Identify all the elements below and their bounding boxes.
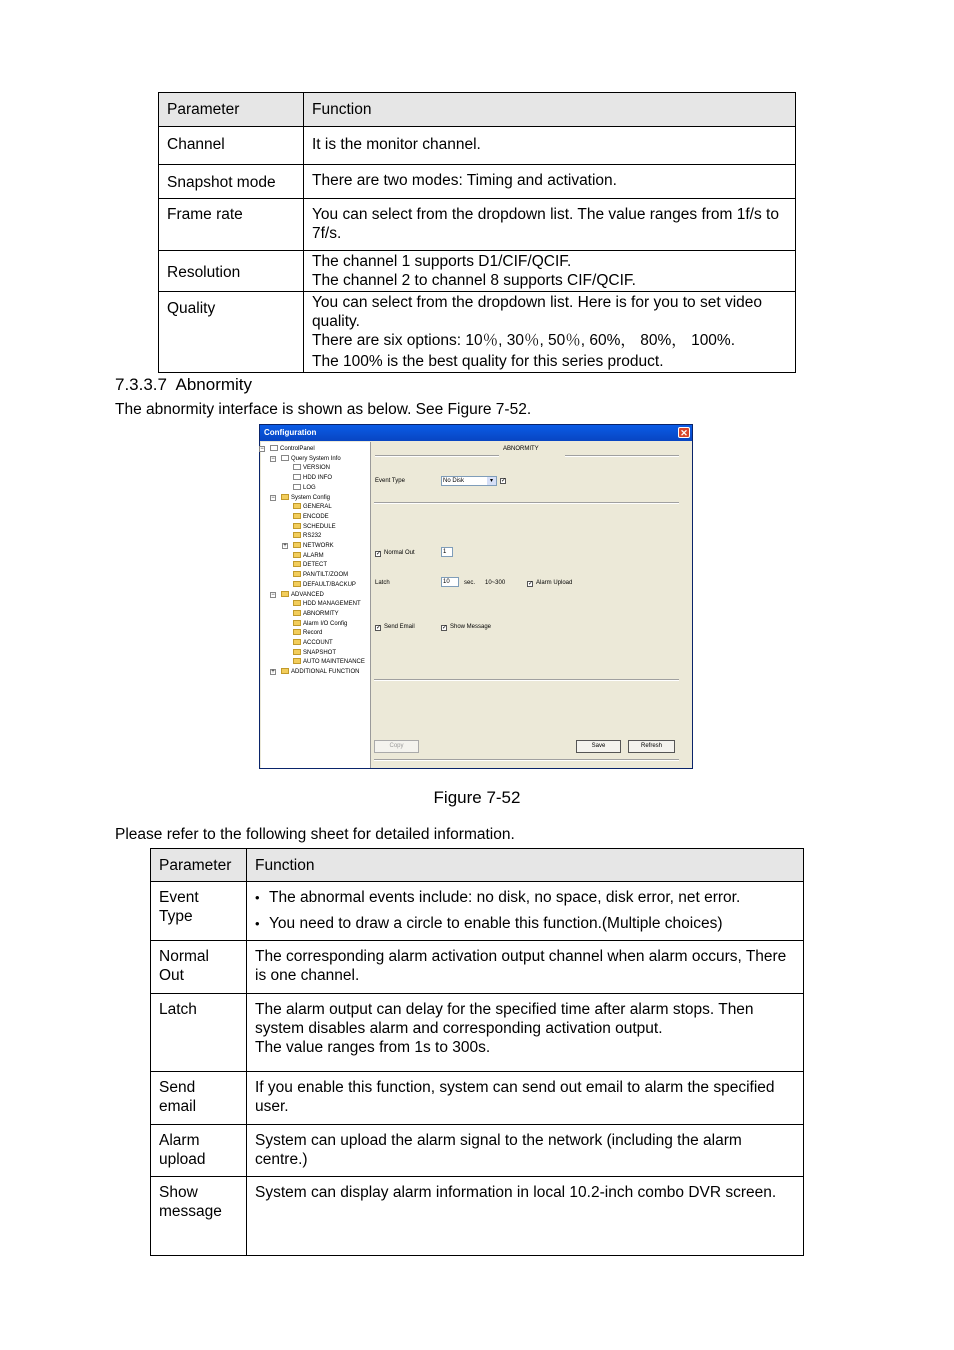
figure-caption: Figure 7-52	[433, 788, 521, 807]
folder-icon	[293, 581, 301, 587]
collapse-icon[interactable]: −	[271, 455, 275, 462]
parameter-table-snapshot	[158, 92, 796, 373]
page-icon	[293, 464, 301, 470]
tree-item-label: Alarm I/O Config	[303, 620, 348, 627]
tree-item[interactable]	[293, 542, 334, 550]
tree-item[interactable]	[293, 513, 329, 521]
param-cell: Snapshot mode	[159, 165, 304, 199]
send-email-row	[375, 623, 415, 631]
tree-item-label: ControlPanel	[280, 446, 315, 452]
param-cell	[151, 882, 247, 941]
tree-item-label: ADDITIONAL FUNCTION	[291, 669, 360, 676]
function-text: You can select from the dropdown list. The value ranges from 1f/s to 7f/s.	[312, 206, 779, 242]
function-cell	[304, 127, 796, 165]
param-text: Show	[159, 1184, 198, 1201]
panel-title: ABNORMITY	[503, 446, 539, 452]
table-header-parameter: Parameter	[159, 93, 304, 127]
table-row	[159, 127, 796, 165]
tree-item[interactable]	[293, 464, 330, 472]
function-cell	[247, 1177, 804, 1256]
function-text: There are two modes: Timing and activation.	[312, 172, 617, 189]
tree-item[interactable]	[293, 629, 322, 637]
tree-item[interactable]	[293, 484, 316, 492]
function-text: The channel 2 to channel 8 supports CIF/QCIF.	[312, 272, 636, 289]
param-text: Type	[159, 908, 193, 925]
event-type-enable-checkbox[interactable]: ✓	[501, 478, 507, 484]
page-icon	[293, 484, 301, 490]
tree-item-label: AUTO MAINTENANCE	[303, 659, 365, 666]
tree-item-label: Query System Info	[291, 455, 341, 462]
param-text: Normal	[159, 948, 209, 965]
refresh-button[interactable]: Refresh	[628, 740, 675, 753]
page-icon	[270, 445, 278, 451]
folder-icon	[293, 658, 301, 664]
tree-item[interactable]	[293, 649, 336, 657]
folder-icon	[293, 610, 301, 616]
function-text: The 100% is the best quality for this series product.	[312, 353, 664, 370]
send-email-label: Send Email	[384, 624, 415, 630]
tree-item-label: SNAPSHOT	[303, 649, 337, 656]
function-cell	[247, 882, 804, 941]
expand-icon[interactable]: +	[283, 543, 287, 549]
latch-label: Latch	[375, 580, 390, 586]
tree-item-label: ADVANCED	[291, 591, 324, 598]
tree-item[interactable]	[270, 445, 315, 453]
function-text: If you enable this function, system can send out email to alarm the specified user.	[255, 1079, 775, 1115]
tree-item-label: DEFAULT/BACKUP	[303, 581, 356, 588]
param-text: upload	[159, 1151, 206, 1168]
folder-icon	[281, 494, 289, 500]
config-tree	[261, 442, 371, 768]
show-message-row	[441, 623, 491, 631]
function-cell	[247, 1125, 804, 1177]
function-text: The value ranges from 1s to 300s.	[255, 1039, 491, 1056]
function-text: It is the monitor channel.	[312, 136, 481, 153]
tree-item[interactable]	[293, 503, 332, 511]
latch-input[interactable]: 10	[441, 577, 459, 587]
folder-icon	[293, 513, 301, 519]
function-text: There are six options: 10％, 30％, 50％, 60%， 80%， 100%.	[312, 332, 736, 349]
show-message-checkbox[interactable]: ✓	[442, 625, 448, 631]
folder-icon	[293, 639, 301, 645]
function-cell	[304, 165, 796, 199]
tree-item-label: LOG	[303, 484, 316, 491]
page-icon	[293, 474, 301, 480]
param-text: Send	[159, 1079, 196, 1096]
param-cell: Resolution	[159, 251, 304, 292]
tree-item[interactable]	[293, 571, 348, 579]
folder-icon	[281, 668, 289, 674]
tree-item[interactable]	[293, 600, 361, 608]
function-cell	[247, 994, 804, 1072]
folder-icon	[293, 600, 301, 606]
table-row	[159, 165, 796, 199]
folder-icon	[293, 571, 301, 577]
tree-item[interactable]	[293, 561, 327, 569]
tree-item-label: Record	[303, 630, 323, 637]
event-type-select[interactable]	[441, 476, 497, 486]
folder-icon	[293, 629, 301, 635]
param-text: Latch	[159, 1001, 197, 1018]
tree-item-label: ENCODE	[303, 513, 329, 520]
table-row	[151, 882, 804, 941]
latch-unit: sec.	[464, 580, 476, 586]
tree-item-label: NETWORK	[303, 543, 334, 549]
copy-button[interactable]: Copy	[374, 740, 419, 753]
table-row	[159, 292, 796, 373]
param-text: Event	[159, 889, 199, 906]
divider	[374, 759, 679, 761]
param-text: Out	[159, 967, 184, 984]
tree-item-label: PAN/TILT/ZOOM	[303, 572, 349, 579]
tree-item[interactable]	[281, 668, 359, 676]
bullet-item: • You need to draw a circle to enable this function.(Multiple choices)	[255, 914, 795, 933]
function-cell	[304, 199, 796, 251]
param-cell: Frame rate	[159, 199, 304, 251]
tree-item-label: HDD INFO	[303, 475, 332, 482]
table-row	[159, 251, 796, 292]
tree-item-label: GENERAL	[303, 504, 332, 511]
alarm-upload-row	[527, 579, 572, 587]
function-text: The channel 1 supports D1/CIF/QCIF.	[312, 253, 572, 270]
tree-item[interactable]	[281, 494, 330, 502]
param-cell	[151, 994, 247, 1072]
folder-icon	[293, 542, 301, 548]
folder-icon	[293, 561, 301, 567]
bullet-item: • The abnormal events include: no disk, no space, disk error, net error.	[255, 888, 795, 907]
folder-icon	[293, 649, 301, 655]
tree-item-label: ACCOUNT	[303, 640, 333, 646]
tree-item[interactable]	[293, 532, 321, 540]
tree-item[interactable]	[293, 552, 324, 560]
tree-item-label: ABNORMITY	[303, 610, 339, 617]
parameter-table-abnormity	[150, 848, 804, 1256]
window-title: Configuration	[264, 428, 317, 437]
table-row	[151, 1125, 804, 1177]
collapse-icon[interactable]: −	[260, 446, 264, 452]
param-cell	[151, 1177, 247, 1256]
expand-icon[interactable]: +	[271, 669, 275, 676]
folder-icon	[281, 591, 289, 597]
window-titlebar	[260, 425, 692, 441]
function-cell	[247, 941, 804, 994]
normal-out-row	[375, 549, 415, 557]
divider	[374, 679, 679, 681]
tree-item-label: ALARM	[303, 552, 324, 559]
tree-item-label: System Config	[291, 494, 331, 501]
folder-icon	[293, 552, 301, 558]
table-header-parameter: Parameter	[151, 849, 247, 882]
tree-item[interactable]	[293, 523, 336, 531]
folder-icon	[293, 620, 301, 626]
function-text: System can display alarm information in local 10.2-inch combo DVR screen.	[255, 1184, 777, 1201]
tree-item-label: VERSION	[303, 465, 331, 472]
table-header-function: Function	[247, 849, 804, 882]
table-row	[151, 1072, 804, 1125]
tree-item[interactable]	[293, 581, 356, 589]
show-message-label: Show Message	[450, 624, 492, 630]
tree-item-label: DETECT	[303, 562, 327, 569]
function-text: The corresponding alarm activation output channel when alarm occurs, There is one channel.	[255, 948, 787, 984]
function-text: System can upload the alarm signal to the network (including the alarm centre.)	[255, 1132, 742, 1168]
param-cell	[151, 941, 247, 994]
tree-item[interactable]	[293, 610, 339, 618]
function-cell	[304, 251, 796, 292]
latch-range: 10~300	[485, 580, 506, 586]
send-email-checkbox[interactable]: ✓	[376, 625, 382, 631]
param-cell: Channel	[159, 127, 304, 165]
table-row	[159, 199, 796, 251]
tree-item-label: RS232	[303, 533, 322, 540]
collapse-icon[interactable]: −	[271, 591, 275, 598]
param-text: message	[159, 1203, 222, 1220]
divider	[375, 455, 499, 457]
chevron-down-icon: ▾	[487, 477, 496, 485]
tree-item[interactable]	[281, 455, 341, 463]
tree-item[interactable]	[293, 658, 365, 666]
abnormity-panel	[371, 442, 692, 768]
folder-icon	[293, 523, 301, 529]
divider	[374, 502, 679, 504]
function-text: The alarm output can delay for the specified time after alarm stops. Then system disables alarm and corresponding activation output.	[255, 1001, 754, 1037]
function-text: You can select from the dropdown list. Here is for you to set video quality.	[312, 294, 763, 330]
collapse-icon[interactable]: −	[271, 494, 275, 501]
configuration-window	[259, 424, 693, 769]
event-type-label: Event Type	[375, 478, 405, 484]
folder-icon	[293, 503, 301, 509]
close-icon[interactable]: ✕	[678, 427, 690, 438]
folder-icon	[293, 532, 301, 538]
divider	[565, 455, 679, 457]
save-button[interactable]: Save	[576, 740, 621, 753]
table-row	[151, 994, 804, 1072]
table2-intro: Please refer to the following sheet for detailed information.	[115, 826, 515, 843]
tree-item[interactable]	[281, 591, 324, 599]
alarm-upload-checkbox[interactable]: ✓	[528, 581, 534, 587]
param-cell: Quality	[159, 292, 304, 373]
event-type-value: No Disk	[443, 478, 465, 484]
normal-out-field[interactable]: 1	[441, 547, 453, 557]
param-text: email	[159, 1098, 197, 1115]
function-cell	[304, 292, 796, 373]
normal-out-checkbox[interactable]: ✓	[376, 551, 382, 557]
alarm-upload-label: Alarm Upload	[536, 580, 573, 586]
param-text: Alarm	[159, 1132, 200, 1149]
tree-item[interactable]	[293, 639, 333, 647]
table-row	[151, 1177, 804, 1256]
tree-item-label: SCHEDULE	[303, 523, 336, 530]
tree-item-label: HDD MANAGEMENT	[303, 601, 361, 608]
section-heading: 7.3.3.7 Abnormity	[115, 375, 253, 394]
table-header-function: Function	[304, 93, 796, 127]
table-row	[151, 941, 804, 994]
param-cell	[151, 1072, 247, 1125]
section-intro: The abnormity interface is shown as below. See Figure 7-52.	[115, 401, 532, 418]
normal-out-label: Normal Out	[384, 550, 415, 556]
function-cell	[247, 1072, 804, 1125]
param-cell	[151, 1125, 247, 1177]
tree-item[interactable]	[293, 474, 332, 482]
tree-item[interactable]	[293, 620, 347, 628]
page-icon	[281, 455, 289, 461]
